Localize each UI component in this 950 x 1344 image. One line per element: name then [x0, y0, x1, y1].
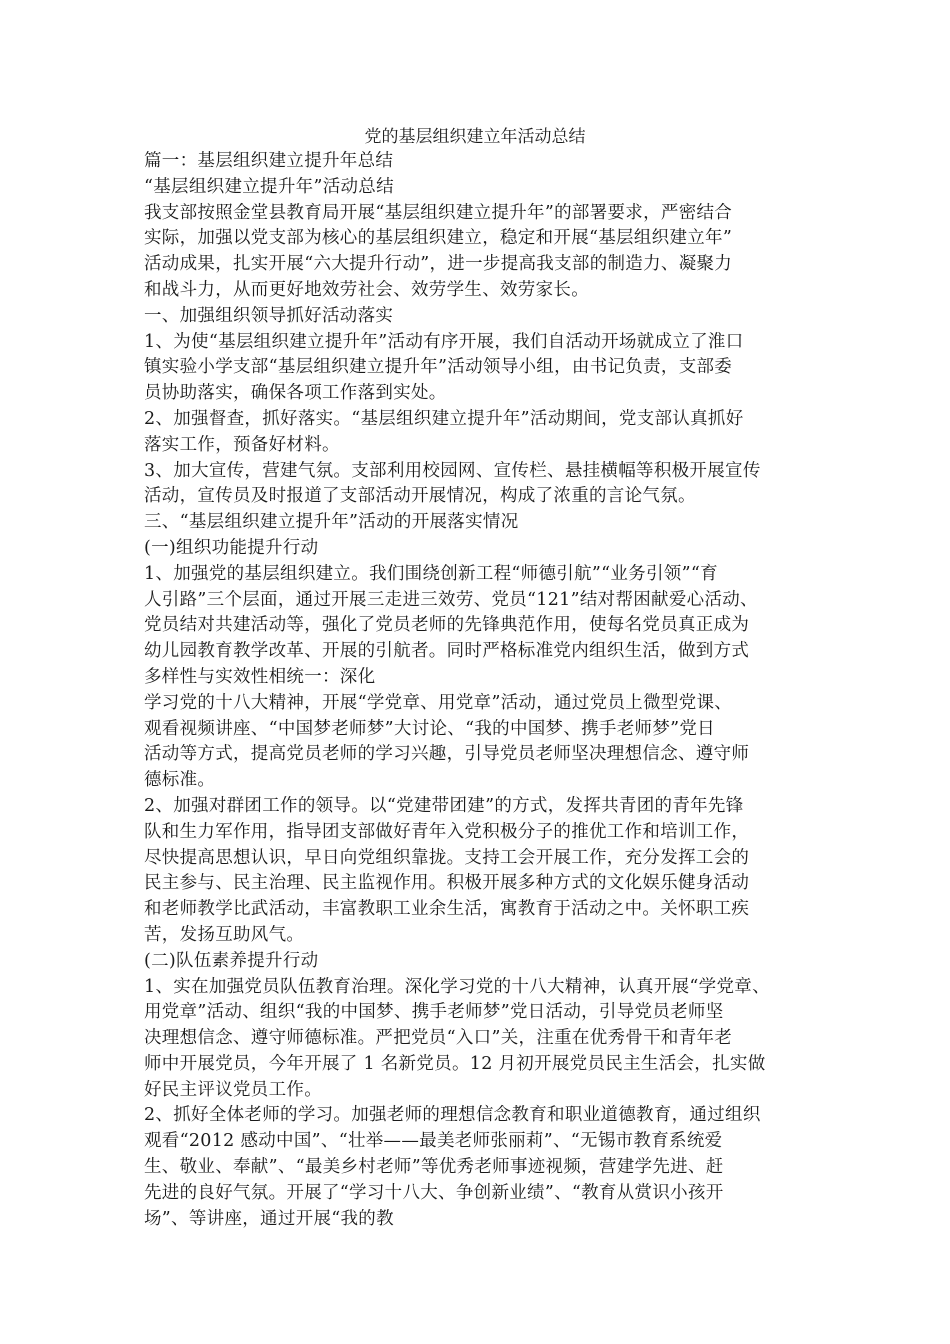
text-line: 多样性与实效性相统一：深化	[144, 666, 376, 687]
document-body	[144, 149, 834, 1232]
text-line: 观看视频讲座、“中国梦老师梦”大讨论、“我的中国梦、携手老师梦”党日	[144, 718, 715, 739]
text-line: 生、敬业、奉献”、“最美乡村老师”等优秀老师事迹视频，营建学先进、赶	[144, 1157, 724, 1178]
text-line: 先进的良好气氛。开展了“学习十八大、争创新业绩”、“教育从赏识小孩开	[144, 1182, 724, 1203]
text-line: 民主参与、民主治理、民主监视作用。积极开展多种方式的文化娱乐健身活动	[144, 873, 750, 894]
text-line: 党员结对共建活动等，强化了党员老师的先锋典范作用，使每名党员真正成为	[144, 615, 750, 636]
text-line: 和老师教学比武活动，丰富教职工业余生活，寓教育于活动之中。关怀职工疾	[144, 899, 750, 920]
text-line: 观看“2012 感动中国”、“壮举——最美老师张丽莉”、“无锡市教育系统爱	[144, 1131, 723, 1152]
text-line: 用党章”活动、组织“我的中国梦、携手老师梦”党日活动，引导党员老师坚	[144, 1002, 724, 1023]
text-line: 1、实在加强党员队伍教育治理。深化学习党的十八大精神，认真开展“学党章、	[144, 976, 770, 997]
text-line: 和战斗力，从而更好地效劳社会、效劳学生、效劳家长。	[144, 279, 589, 300]
text-line: 场”、等讲座，通过开展“我的教	[144, 1208, 394, 1229]
text-line: 落实工作，预备好材料。	[144, 434, 340, 455]
text-line: “基层组织建立提升年”活动总结	[144, 176, 394, 197]
text-line: 德标准。	[144, 770, 216, 791]
text-line: 2、抓好全体老师的学习。加强老师的理想信念教育和职业道德教育，通过组织	[144, 1105, 761, 1126]
text-line: 实际，加强以党支部为核心的基层组织建立，稳定和开展“基层组织建立年”	[144, 228, 733, 249]
text-line: 我支部按照金堂县教育局开展“基层组织建立提升年”的部署要求，严密结合	[144, 202, 733, 223]
text-line: 镇实验小学支部“基层组织建立提升年”活动领导小组，由书记负责，支部委	[144, 357, 733, 378]
text-line: 人引路”三个层面，通过开展三走进三效劳、党员“121”结对帮困献爱心活动、	[144, 589, 758, 610]
text-line: 员协助落实，确保各项工作落到实处。	[144, 383, 447, 404]
text-line: 2、加强督查，抓好落实。“基层组织建立提升年”活动期间，党支部认真抓好	[144, 408, 744, 429]
text-line: 活动，宣传员及时报道了支部活动开展情况，构成了浓重的言论气氛。	[144, 486, 696, 507]
text-line: 队和生力军作用，指导团支部做好青年入党积极分子的推优工作和培训工作，	[144, 821, 750, 842]
text-line: 师中开展党员，今年开展了 1 名新党员。12 月初开展党员民主生活会，扎实做	[144, 1053, 766, 1074]
text-line: 活动成果，扎实开展“六大提升行动”，进一步提高我支部的制造力、凝聚力	[144, 254, 733, 275]
text-line: 1、加强党的基层组织建立。我们围绕创新工程“师德引航”“业务引领”“育	[144, 563, 718, 584]
text-line: 学习党的十八大精神，开展“学党章、用党章”活动，通过党员上微型党课、	[144, 692, 733, 713]
text-line: (一)组织功能提升行动	[144, 537, 319, 558]
text-line: 一、加强组织领导抓好活动落实	[144, 305, 394, 326]
document-title: 党的基层组织建立年活动总结	[364, 127, 586, 147]
text-line: 三、“基层组织建立提升年”活动的开展落实情况	[144, 512, 519, 533]
text-line: 决理想信念、遵守师德标准。严把党员“入口”关，注重在优秀骨干和青年老	[144, 1028, 733, 1049]
text-line: 活动等方式，提高党员老师的学习兴趣，引导党员老师坚决理想信念、遵守师	[144, 744, 750, 765]
text-line: 篇一：基层组织建立提升年总结	[144, 151, 394, 171]
text-line: 尽快提高思想认识，早日向党组织靠拢。支持工会开展工作，充分发挥工会的	[144, 847, 750, 868]
text-line: 3、加大宣传，营建气氛。支部利用校园网、宣传栏、悬挂横幅等积极开展宣传	[144, 460, 761, 481]
text-line: 2、加强对群团工作的领导。以“党建带团建”的方式，发挥共青团的青年先锋	[144, 795, 744, 816]
text-line: 苦，发扬互助风气。	[144, 924, 305, 945]
text-line: 好民主评议党员工作。	[144, 1079, 322, 1100]
text-line: 幼儿园教育教学改革、开展的引航者。同时严格标准党内组织生活，做到方式	[144, 641, 750, 662]
text-line: 1、为使“基层组织建立提升年”活动有序开展，我们自活动开场就成立了淮口	[144, 331, 744, 352]
text-line: (二)队伍素养提升行动	[144, 950, 319, 971]
